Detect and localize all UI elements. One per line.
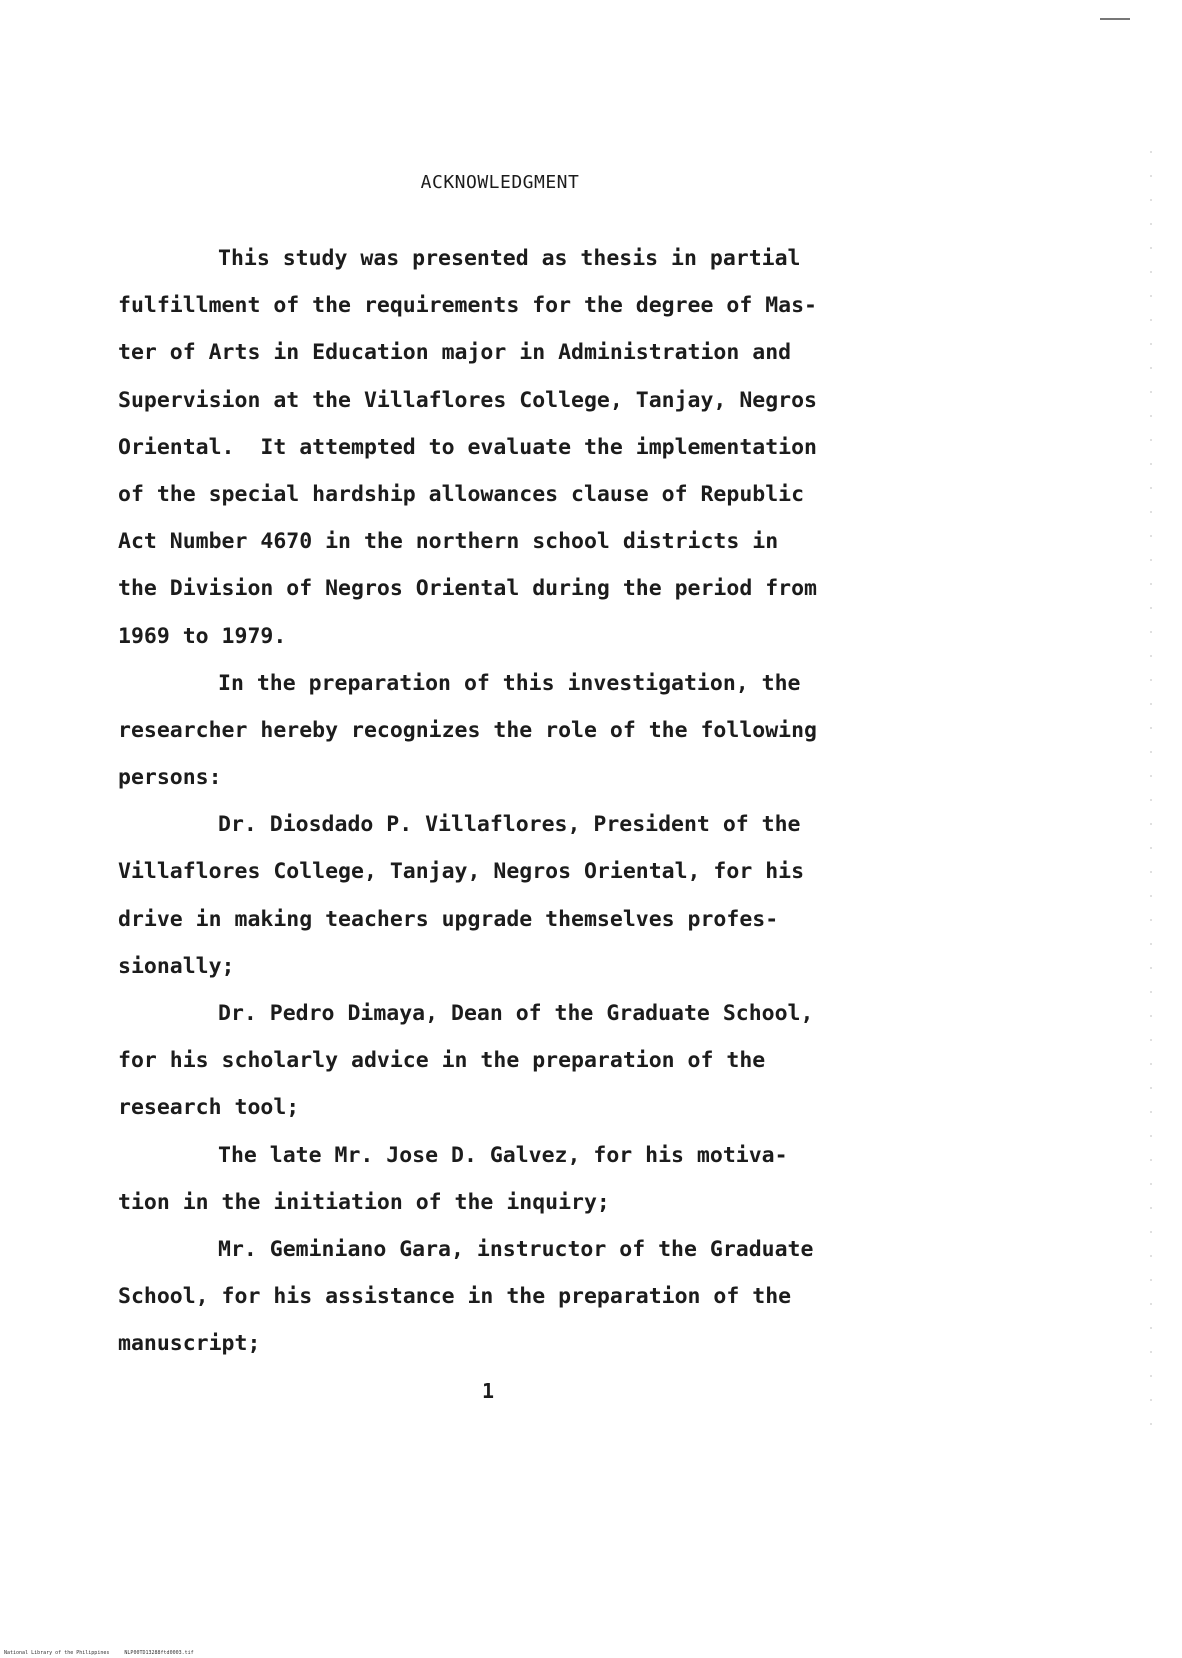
paragraph-1-line-4: Supervision at the Villaflores College, Tanjay, Negros [118, 387, 817, 413]
paragraph-1-line-9: 1969 to 1979. [118, 623, 287, 649]
paragraph-5-line-2: tion in the initiation of the inquiry; [118, 1189, 610, 1215]
paragraph-4-line-3: research tool; [118, 1095, 300, 1121]
paragraph-1-line-2: fulfillment of the requirements for the degree of Mas- [118, 293, 817, 319]
paragraph-4-line-1: Dr. Pedro Dimaya, Dean of the Graduate School, [218, 1001, 814, 1026]
document-body [118, 235, 888, 1368]
paragraph-3-line-3: drive in making teachers upgrade themselves profes- [118, 906, 779, 932]
scan-edge-artifacts [1150, 140, 1152, 1440]
paragraph-5-line-1: The late Mr. Jose D. Galvez, for his motiva- [218, 1142, 788, 1168]
paragraph-3-line-2: Villaflores College, Tanjay, Negros Oriental, for his [118, 859, 805, 885]
paragraph-2-line-1: In the preparation of this investigation, the [218, 670, 801, 696]
scan-mark [1100, 18, 1130, 20]
paragraph-2-line-2: researcher hereby recognizes the role of the following [118, 717, 817, 743]
paragraph-1-line-1: This study was presented as thesis in partial [218, 246, 801, 271]
paragraph-3-line-4: sionally; [118, 953, 235, 979]
paragraph-1-line-8: the Division of Negros Oriental during the period from [118, 576, 817, 602]
paragraph-3-line-1: Dr. Diosdado P. Villaflores, President of the [218, 812, 801, 838]
paragraph-2-line-3: persons: [118, 765, 222, 791]
page-title: ACKNOWLEDGMENT [420, 172, 580, 193]
paragraph-4-line-2: for his scholarly advice in the preparation of the [118, 1048, 766, 1074]
paragraph-1-line-3: ter of Arts in Education major in Administration and [118, 340, 792, 366]
paragraph-1-line-6: of the special hardship allowances clause of Republic [118, 481, 805, 507]
paragraph-1-line-5: Oriental. It attempted to evaluate the implementation [118, 434, 817, 460]
paragraph-6-line-3: manuscript; [118, 1331, 261, 1357]
paragraph-6-line-2: School, for his assistance in the preparation of the [118, 1284, 792, 1310]
scan-footer: National Library of the Philippines NLP00TD13288ftd0003.tif [4, 1650, 194, 1656]
paragraph-1-line-7: Act Number 4670 in the northern school districts in [118, 529, 779, 555]
page-number: 1 [482, 1379, 495, 1403]
paragraph-6-line-1: Mr. Geminiano Gara, instructor of the Graduate [218, 1236, 814, 1262]
